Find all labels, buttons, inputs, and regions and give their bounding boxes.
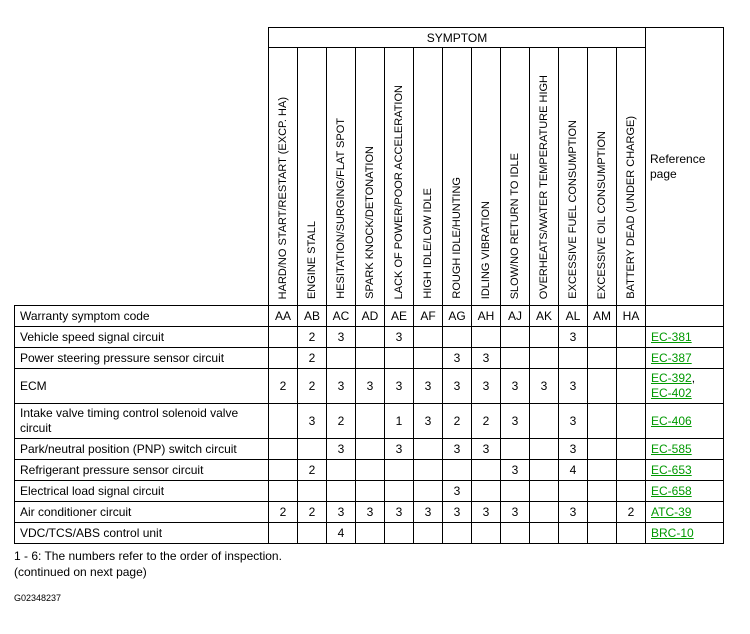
symptom-value-cell: 3 [472,439,501,460]
symptom-value-cell [588,439,617,460]
symptom-value-cell: 3 [327,502,356,523]
symptom-value-cell [327,348,356,369]
symptom-value-cell [530,439,559,460]
symptom-value-cell [588,502,617,523]
circuit-label: Vehicle speed signal circuit [15,327,269,348]
reference-cell [646,502,724,523]
symptom-value-cell: 2 [472,404,501,439]
continued-note: (continued on next page) [14,565,147,579]
table-row [15,460,724,481]
table-row [15,327,724,348]
reference-link[interactable]: EC-392 [651,371,692,385]
symptom-value-cell [501,348,530,369]
symptom-value-cell: 2 [298,369,327,404]
symptom-value-cell [269,348,298,369]
symptom-column-header [617,48,646,306]
symptom-value-cell: 3 [559,327,588,348]
symptom-column-header [356,48,385,306]
table-row [15,502,724,523]
table-row [15,404,724,439]
warranty-code-label: Warranty symptom code [15,306,269,327]
symptom-value-cell: 3 [414,404,443,439]
symptom-value-cell [385,348,414,369]
symptom-value-cell [414,523,443,544]
warranty-code-row [15,306,724,327]
symptom-value-cell: 3 [559,369,588,404]
symptom-value-cell: 3 [443,369,472,404]
symptom-value-cell [501,523,530,544]
table-row [15,348,724,369]
reference-cell [646,439,724,460]
circuit-label: Refrigerant pressure sensor circuit [15,460,269,481]
symptom-value-cell [356,481,385,502]
symptom-value-cell [385,523,414,544]
symptom-value-cell [530,348,559,369]
symptom-value-cell [356,439,385,460]
reference-link[interactable]: EC-387 [651,350,692,365]
symptom-value-cell [501,439,530,460]
symptom-value-cell [356,327,385,348]
symptom-value-cell [356,460,385,481]
symptom-value-cell: 3 [472,502,501,523]
symptom-value-cell: 3 [356,502,385,523]
symptom-value-cell: 3 [327,369,356,404]
symptom-value-cell [356,404,385,439]
symptom-value-cell: 3 [385,502,414,523]
symptom-value-cell: 3 [414,502,443,523]
symptom-value-cell [269,439,298,460]
symptom-value-cell: 2 [269,502,298,523]
symptom-value-cell: 2 [443,404,472,439]
reference-link[interactable]: EC-585 [651,441,692,456]
symptom-value-cell [472,523,501,544]
circuit-label: Park/neutral position (PNP) switch circuit [15,439,269,460]
reference-link[interactable]: EC-658 [651,483,692,498]
symptom-column-header [559,48,588,306]
warranty-code-cell: AD [356,306,385,327]
warranty-code-cell: HA [617,306,646,327]
symptom-column-label: SPARK KNOCK/DETONATION [363,146,376,299]
symptom-value-cell: 1 [385,404,414,439]
symptom-column-label: SLOW/NO RETURN TO IDLE [508,152,521,299]
circuit-label: Power steering pressure sensor circuit [15,348,269,369]
blank-corner-cell [15,28,269,306]
circuit-label: Intake valve timing control solenoid valve circuit [15,404,269,439]
symptom-value-cell [298,481,327,502]
symptom-value-cell: 3 [385,439,414,460]
symptom-value-cell: 3 [472,369,501,404]
warranty-code-cell: AF [414,306,443,327]
symptom-value-cell [559,523,588,544]
symptom-value-cell: 2 [298,327,327,348]
reference-cell [646,306,724,327]
symptom-value-cell: 2 [269,369,298,404]
symptom-value-cell: 3 [501,460,530,481]
symptom-value-cell: 4 [327,523,356,544]
symptom-value-cell: 3 [443,481,472,502]
symptom-value-cell [269,460,298,481]
symptom-value-cell [356,348,385,369]
symptom-column-header [501,48,530,306]
symptom-value-cell [501,327,530,348]
symptom-value-cell: 3 [559,404,588,439]
symptom-value-cell [617,348,646,369]
figure-code: G02348237 [14,593,62,603]
symptom-value-cell [588,404,617,439]
symptom-column-label: OVERHEATS/WATER TEMPERATURE HIGH [537,74,550,299]
symptom-value-cell [588,460,617,481]
symptom-value-cell: 2 [298,502,327,523]
symptom-column-header [588,48,617,306]
symptom-value-cell [559,348,588,369]
symptom-value-cell: 2 [327,404,356,439]
symptom-value-cell [617,327,646,348]
symptom-value-cell [269,523,298,544]
symptom-value-cell [617,369,646,404]
symptom-value-cell [414,460,443,481]
warranty-code-cell: AM [588,306,617,327]
symptom-value-cell [588,369,617,404]
symptom-diagnosis-table [14,27,724,544]
symptom-column-label: HESITATION/SURGING/FLAT SPOT [334,118,347,299]
symptom-value-cell: 3 [327,439,356,460]
symptom-value-cell: 3 [298,404,327,439]
reference-cell [646,404,724,439]
symptom-value-cell [414,327,443,348]
table-row [15,523,724,544]
symptom-value-cell: 2 [298,460,327,481]
symptom-column-header [443,48,472,306]
symptom-value-cell [530,327,559,348]
symptom-value-cell [617,481,646,502]
symptom-value-cell: 3 [501,369,530,404]
warranty-code-cell: AL [559,306,588,327]
symptom-value-cell: 3 [327,327,356,348]
symptom-value-cell [327,460,356,481]
symptom-value-cell: 3 [472,348,501,369]
symptom-column-header [472,48,501,306]
reference-cell [646,460,724,481]
symptom-column-label: IDLING VIBRATION [479,200,492,299]
warranty-code-cell: AA [269,306,298,327]
inspection-order-note: 1 - 6: The numbers refer to the order of inspection. [14,549,282,563]
circuit-label: ECM [15,369,269,404]
symptom-value-cell [414,481,443,502]
symptom-value-cell [559,481,588,502]
symptom-value-cell: 3 [414,369,443,404]
symptom-column-label: BATTERY DEAD (UNDER CHARGE) [624,116,637,299]
warranty-code-cell: AG [443,306,472,327]
reference-cell [646,523,724,544]
circuit-label: Electrical load signal circuit [15,481,269,502]
symptom-column-header [385,48,414,306]
symptom-column-label: ROUGH IDLE/HUNTING [450,177,463,299]
symptom-column-label: LACK OF POWER/POOR ACCELERATION [392,84,405,299]
symptom-value-cell [588,327,617,348]
reference-link[interactable]: EC-402 [651,386,692,400]
warranty-code-cell: AB [298,306,327,327]
symptom-value-cell: 2 [617,502,646,523]
symptom-column-header [298,48,327,306]
symptom-value-cell: 3 [443,348,472,369]
symptom-column-label: EXCESSIVE OIL CONSUMPTION [595,130,608,299]
reference-cell [646,327,724,348]
reference-cell [646,348,724,369]
reference-link[interactable]: EC-381 [651,329,692,344]
symptom-value-cell: 3 [443,502,472,523]
symptom-value-cell [356,523,385,544]
symptom-column-header [269,48,298,306]
table-row [15,369,724,404]
symptom-column-label: HARD/NO START/RESTART (EXCP. HA) [276,96,289,299]
reference-link[interactable]: EC-406 [651,413,692,428]
symptom-value-cell [443,460,472,481]
symptom-value-cell: 3 [559,439,588,460]
symptom-value-cell: 3 [385,327,414,348]
symptom-value-cell [414,439,443,460]
reference-page-header: Reference page [646,28,724,306]
symptom-value-cell: 2 [298,348,327,369]
warranty-code-cell: AC [327,306,356,327]
reference-link[interactable]: ATC-39 [651,504,692,519]
symptom-column-header [327,48,356,306]
symptom-column-header [414,48,443,306]
symptom-value-cell: 3 [443,439,472,460]
symptom-value-cell [501,481,530,502]
symptom-value-cell [414,348,443,369]
symptom-value-cell [617,523,646,544]
symptom-value-cell [530,502,559,523]
symptom-value-cell [269,327,298,348]
symptom-value-cell: 3 [385,369,414,404]
symptom-value-cell [588,348,617,369]
symptom-header: SYMPTOM [269,28,646,48]
symptom-value-cell [530,404,559,439]
symptom-value-cell [588,481,617,502]
reference-cell [646,481,724,502]
symptom-value-cell [269,481,298,502]
table-row [15,481,724,502]
symptom-value-cell [472,327,501,348]
symptom-column-label: ENGINE STALL [305,220,318,299]
symptom-value-cell: 4 [559,460,588,481]
symptom-header-row [15,28,724,48]
symptom-value-cell [385,460,414,481]
symptom-value-cell [269,404,298,439]
circuit-label: VDC/TCS/ABS control unit [15,523,269,544]
symptom-value-cell: 3 [530,369,559,404]
reference-link[interactable]: EC-653 [651,462,692,477]
symptom-column-header [530,48,559,306]
symptom-value-cell [298,439,327,460]
warranty-code-cell: AJ [501,306,530,327]
symptom-value-cell [530,460,559,481]
symptom-value-cell [588,523,617,544]
table-row [15,439,724,460]
symptom-value-cell: 3 [356,369,385,404]
symptom-value-cell [617,460,646,481]
reference-cell: EC-392, EC-402 [646,369,724,404]
symptom-value-cell: 3 [559,502,588,523]
symptom-value-cell [617,404,646,439]
symptom-value-cell [472,460,501,481]
warranty-code-cell: AH [472,306,501,327]
symptom-value-cell [385,481,414,502]
circuit-label: Air conditioner circuit [15,502,269,523]
symptom-value-cell [472,481,501,502]
symptom-value-cell [617,439,646,460]
symptom-value-cell [443,523,472,544]
symptom-value-cell: 3 [501,404,530,439]
symptom-value-cell [327,481,356,502]
warranty-code-cell: AE [385,306,414,327]
symptom-column-label: EXCESSIVE FUEL CONSUMPTION [566,120,579,299]
warranty-code-cell: AK [530,306,559,327]
symptom-value-cell [530,481,559,502]
symptom-column-label: HIGH IDLE/LOW IDLE [421,188,434,299]
symptom-value-cell: 3 [501,502,530,523]
symptom-value-cell [443,327,472,348]
symptom-value-cell [298,523,327,544]
symptom-value-cell [530,523,559,544]
reference-link[interactable]: BRC-10 [651,525,694,540]
